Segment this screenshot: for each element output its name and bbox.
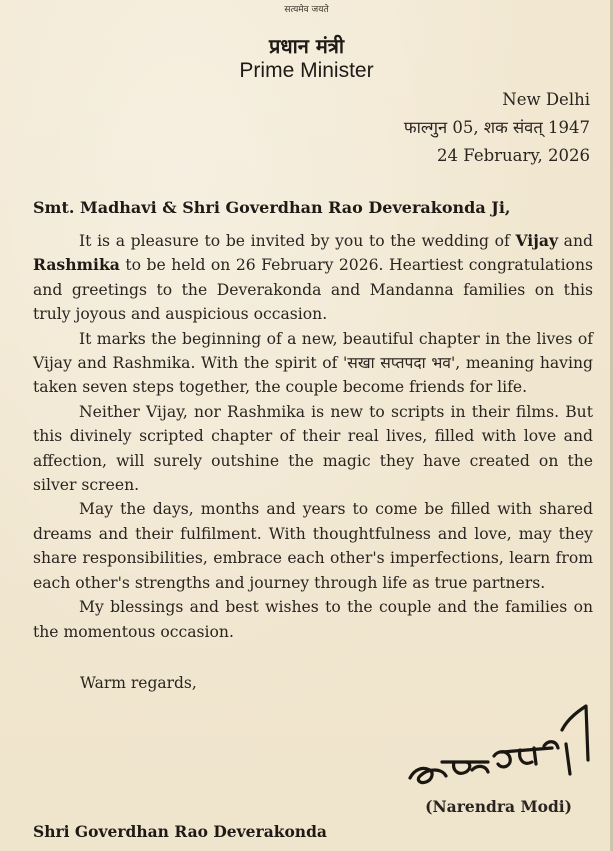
recipient-name: Shri Goverdhan Rao Deverakonda [33, 822, 327, 841]
salutation: Smt. Madhavi & Shri Goverdhan Rao Deverakonda Ji, [33, 198, 511, 217]
name-vijay: Vijay [515, 231, 559, 250]
hindu-calendar-date: फाल्गुन 05, शक संवत् 1947 [403, 118, 590, 137]
name-rashmika: Rashmika [33, 255, 120, 275]
letterhead-title-english: Prime Minister [239, 59, 374, 82]
letter-body [33, 229, 593, 644]
paragraph-2: It marks the beginning of a new, beautiful chapter in the lives of Vijay and Rashmika. With the spirit of 'सखा सप्तपदा भव', meaning having taken seven steps together, the couple become friends for life. [33, 329, 593, 397]
paragraph-1-text-a: It is a pleasure to be invited by you to the wedding of [79, 232, 516, 250]
handwritten-signature [402, 700, 597, 795]
letterhead-title-hindi: प्रधान मंत्री [268, 34, 345, 58]
paragraph-3: Neither Vijay, nor Rashmika is new to scripts in their films. But this divinely scripted chapter of their real lives, filled with love and affection, will surely outshine the magic they have created on the silver screen. [33, 402, 593, 495]
paragraph-1 [33, 229, 593, 327]
closing: Warm regards, [80, 674, 197, 692]
signatory-name: (Narendra Modi) [425, 797, 572, 816]
letter-meta [404, 86, 590, 170]
emblem-motto: सत्यमेव जयते [284, 5, 329, 15]
place: New Delhi [502, 90, 590, 109]
paragraph-1-text-b: and [558, 232, 594, 250]
letter-date: 24 February, 2026 [437, 146, 590, 165]
paragraph-4: May the days, months and years to come be filled with shared dreams and their fulfilment. With thoughtfulness and love, may they share responsibilities, embrace each other's imperfections, learn from each other's strengths and journey through life as true partners. [33, 500, 593, 592]
paragraph-5: My blessings and best wishes to the couple and the families on the momentous occasion. [33, 598, 593, 641]
paragraph-1-text-c: to be held on 26 February 2026. Heartiest congratulations and greetings to the Deverakonda and Mandanna families on this truly joyous and auspicious occasion. [33, 256, 593, 324]
